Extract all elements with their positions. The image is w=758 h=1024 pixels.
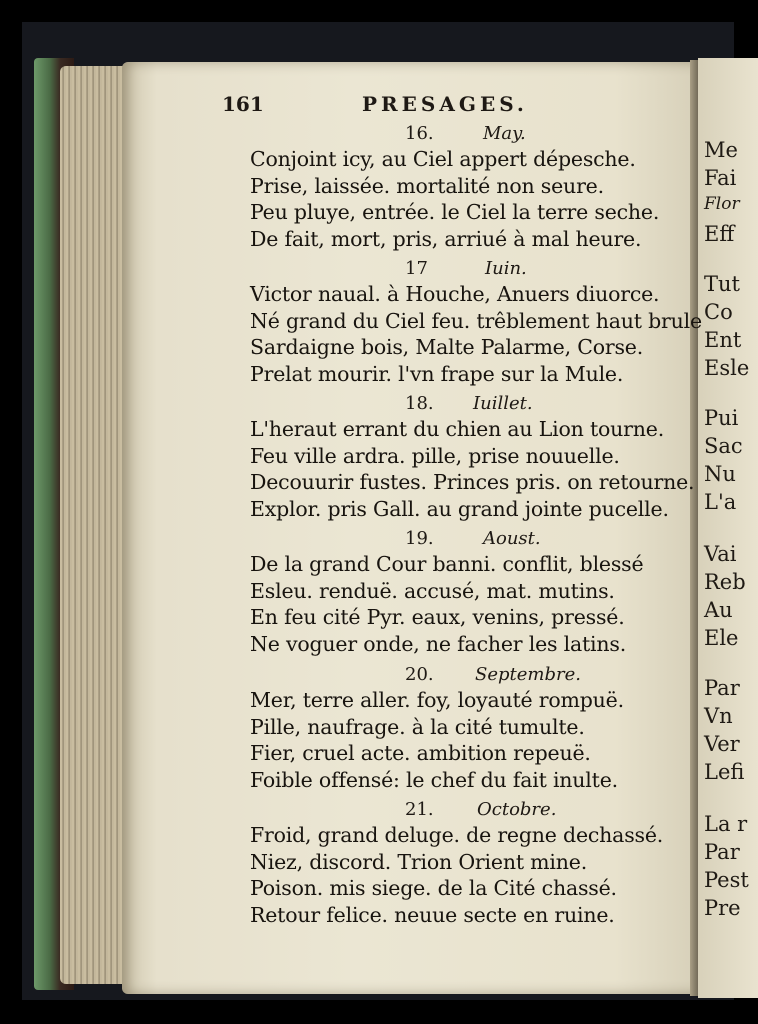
verse-line: Poison. mis siege. de la Cité chassé.: [250, 876, 617, 900]
right-page-fragment: Fai: [704, 166, 737, 190]
right-page-fragment: Esle: [704, 356, 750, 380]
right-page-fragment: Nu: [704, 462, 736, 486]
running-title: PRESAGES.: [362, 92, 528, 116]
quatrain-number: 18.: [405, 393, 434, 414]
section-heading: [405, 393, 533, 414]
verse-line: L'heraut errant du chien au Lion tourne.: [250, 417, 665, 441]
right-page-fragment: Vn: [704, 704, 733, 728]
page-number: 161: [222, 92, 264, 116]
verse-line: Retour felice. neuue secte en ruine.: [250, 902, 615, 927]
right-page-fragment: Flor: [704, 194, 740, 214]
month-name: Octobre.: [477, 799, 557, 820]
right-page-fragment: Pest: [704, 868, 749, 892]
section-heading: [405, 664, 581, 685]
verse-line: Foible offensé: le chef du fait inulte.: [250, 767, 618, 792]
section-heading: [405, 799, 556, 820]
right-page-fragment: Par: [704, 676, 740, 700]
right-page-fragment: Tut: [704, 272, 740, 296]
month-name: Iuin.: [485, 258, 527, 279]
right-page-fragment: Ver: [704, 732, 740, 756]
verse-line: Sardaigne bois, Malte Palarme, Corse.: [250, 335, 644, 359]
verse-line: Mer, terre aller. foy, loyauté rompuë.: [250, 688, 624, 712]
right-page-fragment: Ele: [704, 626, 739, 650]
verse-line: Prise, laissée. mortalité non seure.: [250, 173, 604, 198]
verse-line: Né grand du Ciel feu. trêblement haut brule: [250, 308, 702, 333]
right-page-fragment: Pre: [704, 896, 741, 920]
verse-line: Explor. pris Gall. au grand jointe pucelle.: [250, 496, 669, 521]
verse-line: Ne voguer onde, ne facher les latins.: [250, 631, 627, 656]
verse-line: En feu cité Pyr. eaux, venins, pressé.: [250, 605, 625, 629]
month-name: Iuillet.: [473, 393, 533, 414]
page-header: [222, 92, 682, 122]
right-page-fragment: Me: [704, 138, 738, 162]
right-page-fragment: Sac: [704, 434, 743, 458]
quatrain-number: 19.: [405, 528, 434, 549]
verse-line: Conjoint icy, au Ciel appert dépesche.: [250, 147, 636, 171]
verse-line: Fier, cruel acte. ambition repeuë.: [250, 741, 591, 765]
right-page-fragment: La r: [704, 812, 748, 836]
right-page-fragment: Par: [704, 840, 740, 864]
section-heading: [405, 258, 527, 279]
quatrain-number: 21.: [405, 799, 434, 820]
quatrain-number: 20.: [405, 664, 434, 685]
right-page-fragment: Vai: [704, 542, 737, 566]
right-page-fragment: Reb: [704, 570, 746, 594]
quatrain-number: 16.: [405, 123, 434, 144]
verse-line: Esleu. renduë. accusé, mat. mutins.: [250, 578, 615, 603]
right-page: [698, 58, 758, 998]
right-page-fragment: Lefi: [704, 760, 745, 784]
quatrain-number: 17: [405, 258, 428, 279]
verse-line: De fait, mort, pris, arriué à mal heure.: [250, 226, 642, 251]
verse-line: Decouurir fustes. Princes pris. on retourne.: [250, 470, 695, 494]
month-name: May.: [483, 123, 526, 144]
verse-line: De la grand Cour banni. conflit, blessé: [250, 552, 644, 576]
verse-line: Pille, naufrage. à la cité tumulte.: [250, 714, 585, 739]
verse-line: Peu pluye, entrée. le Ciel la terre seche.: [250, 200, 660, 224]
section-heading: [405, 123, 526, 144]
section-heading: [405, 528, 541, 549]
month-name: Septembre.: [475, 664, 581, 685]
verse-line: Feu ville ardra. pille, prise nouuelle.: [250, 443, 620, 468]
right-page-fragment: Pui: [704, 406, 739, 430]
right-page-fragment: Au: [704, 598, 733, 622]
month-name: Aoust.: [483, 528, 541, 549]
verse-line: Prelat mourir. l'vn frape sur la Mule.: [250, 361, 624, 386]
verse-line: Froid, grand deluge. de regne dechassé.: [250, 823, 664, 847]
right-page-fragment: Co: [704, 300, 733, 324]
verse-line: Niez, discord. Trion Orient mine.: [250, 849, 588, 874]
right-page-fragment: Ent: [704, 328, 742, 352]
right-page-fragment: L'a: [704, 490, 737, 514]
verse-line: Victor naual. à Houche, Anuers diuorce.: [250, 282, 660, 306]
right-page-fragment: Eff: [704, 222, 735, 246]
